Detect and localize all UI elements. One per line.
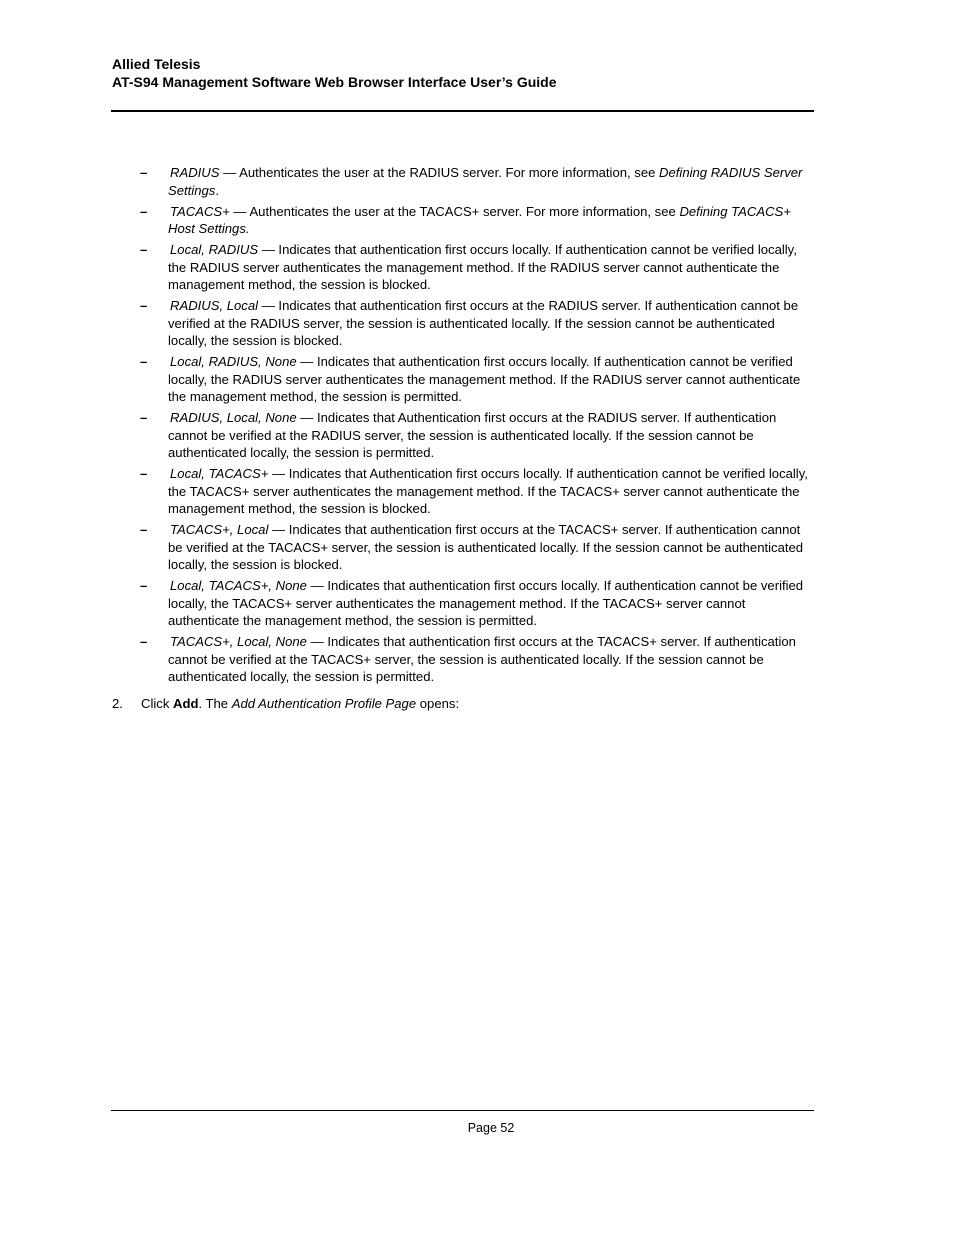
header-divider <box>111 110 814 112</box>
method-term: Local, RADIUS <box>170 242 259 257</box>
dash-marker: – <box>140 165 148 180</box>
page-number: Page 52 <box>467 1121 515 1135</box>
method-description: — Indicates that authentication first occurs locally. If authentication cannot be verified locally, the TACACS+ server authenticates the management method. If the TACACS+ server cannot authenticate the management method, the session is permitted. <box>168 578 804 628</box>
list-item <box>112 203 814 238</box>
guide-title: AT-S94 Management Software Web Browser Interface User’s Guide <box>112 74 557 90</box>
authentication-methods-list <box>112 164 814 689</box>
cross-reference: Defining TACACS+ Host Settings. <box>168 203 791 236</box>
page-reference: Add Authentication Profile Page <box>231 696 417 711</box>
list-item <box>112 577 814 630</box>
method-term: TACACS+, Local, None <box>170 634 307 649</box>
dash-marker: – <box>140 298 148 313</box>
method-term: Local, TACACS+, None <box>170 578 307 593</box>
company-name: Allied Telesis <box>112 56 201 72</box>
method-term: RADIUS, Local <box>170 298 259 313</box>
step-middle: . The <box>198 696 232 711</box>
dash-marker: – <box>140 242 148 257</box>
dash-marker: – <box>140 578 148 593</box>
method-description: — Authenticates the user at the TACACS+ server. For more information, see <box>229 203 680 219</box>
method-term: RADIUS, Local, None <box>170 410 297 425</box>
step-number: 2. <box>112 696 123 711</box>
list-item <box>112 353 814 406</box>
procedure-step-2 <box>112 695 814 713</box>
list-item <box>112 241 814 294</box>
method-description: — Authenticates the user at the RADIUS server. For more information, see <box>219 165 660 180</box>
method-description: — Indicates that authentication first occurs locally. If authentication cannot be verified locally, the RADIUS server authenticates the management method. If the RADIUS server cannot authenticate the management method, the session is blocked. <box>168 242 797 292</box>
dash-marker: – <box>140 466 148 481</box>
method-description: — Indicates that Authentication first occurs at the RADIUS server. If authentication cannot be verified at the RADIUS server, the session is authenticated locally. If the session cannot be authenticated locally, the session is permitted. <box>168 410 777 460</box>
list-item <box>112 409 814 462</box>
step-text <box>112 695 814 713</box>
list-item <box>112 633 814 686</box>
description-tail: . <box>215 182 219 198</box>
method-term: TACACS+ <box>170 203 230 219</box>
footer-divider <box>111 1110 814 1111</box>
method-term: Local, RADIUS, None <box>170 354 297 369</box>
dash-marker: – <box>140 634 148 649</box>
dash-marker: – <box>140 354 148 369</box>
method-description: — Indicates that authentication first occurs at the RADIUS server. If authentication cannot be verified at the RADIUS server, the session is authenticated locally. If the session cannot be authenticated locally, the session is blocked. <box>168 298 799 348</box>
method-description: — Indicates that authentication first occurs locally. If authentication cannot be verified locally, the RADIUS server authenticates the management method. If the RADIUS server cannot authenticate the management method, the session is permitted. <box>168 354 801 404</box>
method-term: RADIUS <box>170 165 220 180</box>
step-suffix: opens: <box>416 696 460 711</box>
dash-marker: – <box>140 410 148 425</box>
cross-reference: Defining RADIUS Server Settings <box>168 165 803 198</box>
method-description: — Indicates that authentication first occurs at the TACACS+ server. If authentication cannot be verified at the TACACS+ server, the session is authenticated locally. If the session cannot be authenticated locally, the session is permitted. <box>168 634 796 684</box>
method-term: TACACS+, Local <box>170 522 269 537</box>
list-item <box>112 164 814 199</box>
page-header <box>112 55 814 91</box>
add-action-label: Add <box>173 696 199 711</box>
method-description: — Indicates that Authentication first occurs locally. If authentication cannot be verified locally, the TACACS+ server authenticates the management method. If the TACACS+ server cannot authenticate the management method, the session is blocked. <box>168 466 808 516</box>
method-description: — Indicates that authentication first occurs at the TACACS+ server. If authentication cannot be verified at the TACACS+ server, the session is authenticated locally. If the session cannot be authenticated locally, the session is blocked. <box>168 522 804 572</box>
list-item <box>112 297 814 350</box>
step-prefix: Click <box>141 696 174 711</box>
dash-marker: – <box>140 522 148 537</box>
dash-marker: – <box>140 203 148 219</box>
method-term: Local, TACACS+ <box>170 466 269 481</box>
list-item <box>112 465 814 518</box>
list-item <box>112 521 814 574</box>
